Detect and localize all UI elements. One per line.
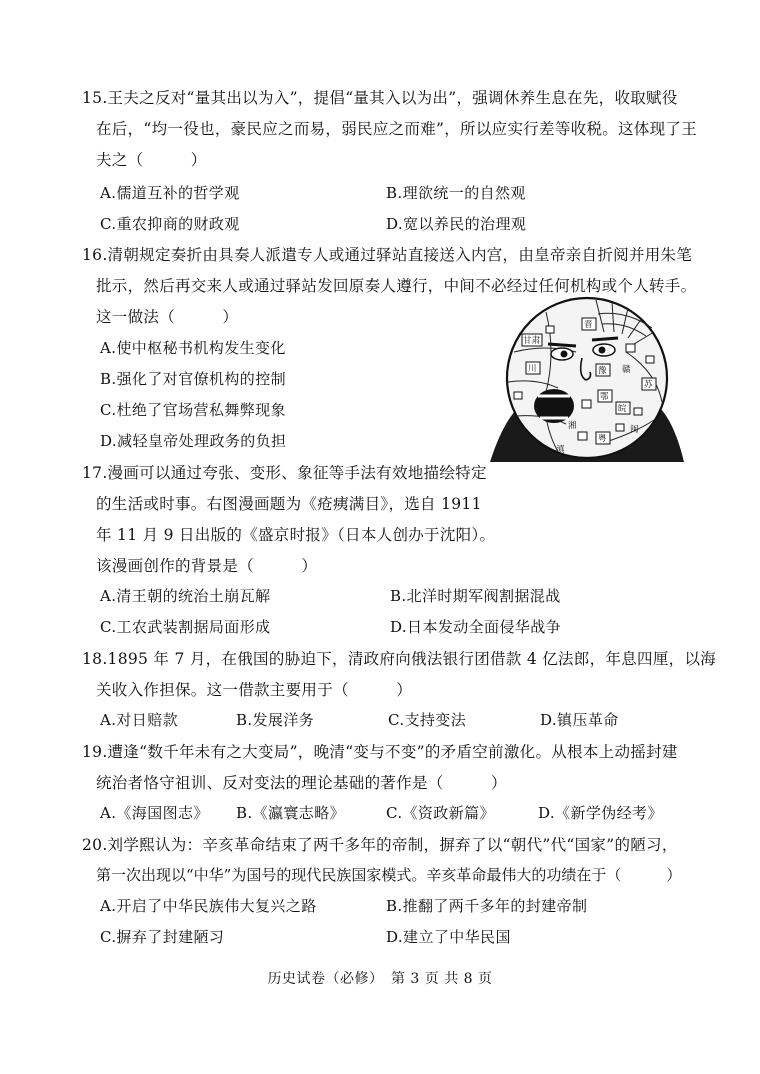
- q20-stem-line-2: 第一次出现以“中华”为国号的现代民族国家模式。辛亥革命最伟大的功绩在于（ ）: [96, 866, 682, 884]
- q19-option-a[interactable]: A.《海国图志》: [100, 804, 209, 822]
- province-label-wan: 皖: [618, 404, 627, 414]
- province-label-xiang: 湘: [568, 421, 577, 431]
- q18-stem-line-2: 关收入作担保。这一借款主要用于（ ）: [96, 681, 413, 699]
- province-label-min: 闽: [630, 425, 639, 435]
- q17-stem-line-2: 的生活或时事。右图漫画题为《疮痍满目》，选自 1911: [96, 495, 482, 513]
- province-label-jin: 晋: [584, 320, 593, 330]
- cartoon-illustration: [486, 292, 688, 468]
- q16-stem-line-2: 批示，然后再交来人或通过驿站发回原奏人遵行，中间不必经过任何机构或个人转手。: [96, 277, 697, 295]
- q19-option-d[interactable]: D.《新学伪经考》: [538, 804, 663, 822]
- q19-stem-line-2: 统治者恪守祖训、反对变法的理论基础的著作是（ ）: [96, 774, 507, 792]
- q17-option-c[interactable]: C.工农武装割据局面形成: [100, 618, 271, 636]
- q19-option-b[interactable]: B.《瀛寰志略》: [236, 804, 345, 822]
- province-label-su: 苏: [644, 380, 653, 390]
- q15-option-d[interactable]: D.宽以养民的治理观: [386, 215, 527, 233]
- q19-option-c[interactable]: C.《资政新篇》: [386, 804, 495, 822]
- q17-stem-line-1: 17.漫画可以通过夸张、变形、象征等手法有效地描绘特定: [82, 464, 487, 482]
- q15-option-b[interactable]: B.理欲统一的自然观: [386, 184, 526, 202]
- province-label-chuan: 川: [528, 364, 537, 374]
- province-label-e: 鄂: [600, 392, 609, 402]
- province-label-gansu: 甘肃: [523, 336, 541, 346]
- q16-stem-line-3: 这一做法（ ）: [96, 308, 239, 326]
- q20-option-b[interactable]: B.推翻了两千多年的封建帝制: [386, 897, 588, 915]
- q15-option-a[interactable]: A.儒道互补的哲学观: [100, 184, 240, 202]
- q19-stem-line-1: 19.遭逢“数千年未有之大变局”，晚清“变与不变”的矛盾空前激化。从根本上动摇封建: [82, 743, 678, 761]
- q18-option-c[interactable]: C.支持变法: [388, 711, 467, 729]
- province-label-yue: 粤: [598, 434, 607, 444]
- q17-option-d[interactable]: D.日本发动全面侵华战争: [390, 618, 562, 636]
- q17-stem-line-3: 年 11 月 9 日出版的《盛京时报》（日本人创办于沈阳）。: [96, 526, 496, 544]
- q18-option-a[interactable]: A.对日赔款: [100, 711, 179, 729]
- page-footer: 历史试卷（必修） 第 3 页 共 8 页: [267, 971, 493, 987]
- province-label-gan: 赣: [622, 365, 631, 375]
- q16-stem-line-1: 16.清朝规定奏折由具奏人派遣专人或通过驿站直接送入内宫，由皇帝亲自折阅并用朱笔: [82, 246, 693, 264]
- q20-option-c[interactable]: C.摒弃了封建陋习: [100, 928, 225, 946]
- q17-option-a[interactable]: A.清王朝的统治土崩瓦解: [100, 587, 271, 605]
- q16-option-b[interactable]: B.强化了对官僚机构的控制: [100, 370, 286, 388]
- q15-stem-line-2: 在后，“均一役也，豪民应之而易，弱民应之而难”，所以应实行差等收税。这体现了王: [96, 120, 698, 138]
- province-label-yu: 豫: [598, 366, 607, 376]
- q17-stem-line-4: 该漫画创作的背景是（ ）: [96, 557, 318, 575]
- q18-option-d[interactable]: D.镇压革命: [540, 711, 619, 729]
- q17-option-b[interactable]: B.北洋时期军阀割据混战: [390, 587, 561, 605]
- q16-option-d[interactable]: D.减轻皇帝处理政务的负担: [100, 432, 287, 450]
- q16-option-a[interactable]: A.使中枢秘书机构发生变化: [100, 339, 286, 357]
- q20-stem-line-1: 20.刘学熙认为：辛亥革命结束了两千多年的帝制，摒弃了以“朝代”代“国家”的陋习，: [82, 836, 678, 854]
- q15-stem-line-3: 夫之（ ）: [96, 151, 207, 169]
- q18-stem-line-1: 18.1895 年 7 月，在俄国的胁迫下，清政府向俄法银行团借款 4 亿法郎，年息四厘，以海: [82, 650, 717, 668]
- q20-option-d[interactable]: D.建立了中华民国: [386, 928, 511, 946]
- q16-option-c[interactable]: C.杜绝了官场营私舞弊现象: [100, 401, 286, 419]
- province-label-dian: 滇: [556, 445, 565, 455]
- q15-option-c[interactable]: C.重农抑商的财政观: [100, 215, 240, 233]
- q20-option-a[interactable]: A.开启了中华民族伟大复兴之路: [100, 897, 317, 915]
- q15-stem-line-1: 15.王夫之反对“量其出以为入”，提倡“量其入以为出”，强调休养生息在先，收取赋役: [82, 89, 678, 107]
- q18-option-b[interactable]: B.发展洋务: [236, 711, 315, 729]
- cartoon-mouth: [534, 389, 574, 423]
